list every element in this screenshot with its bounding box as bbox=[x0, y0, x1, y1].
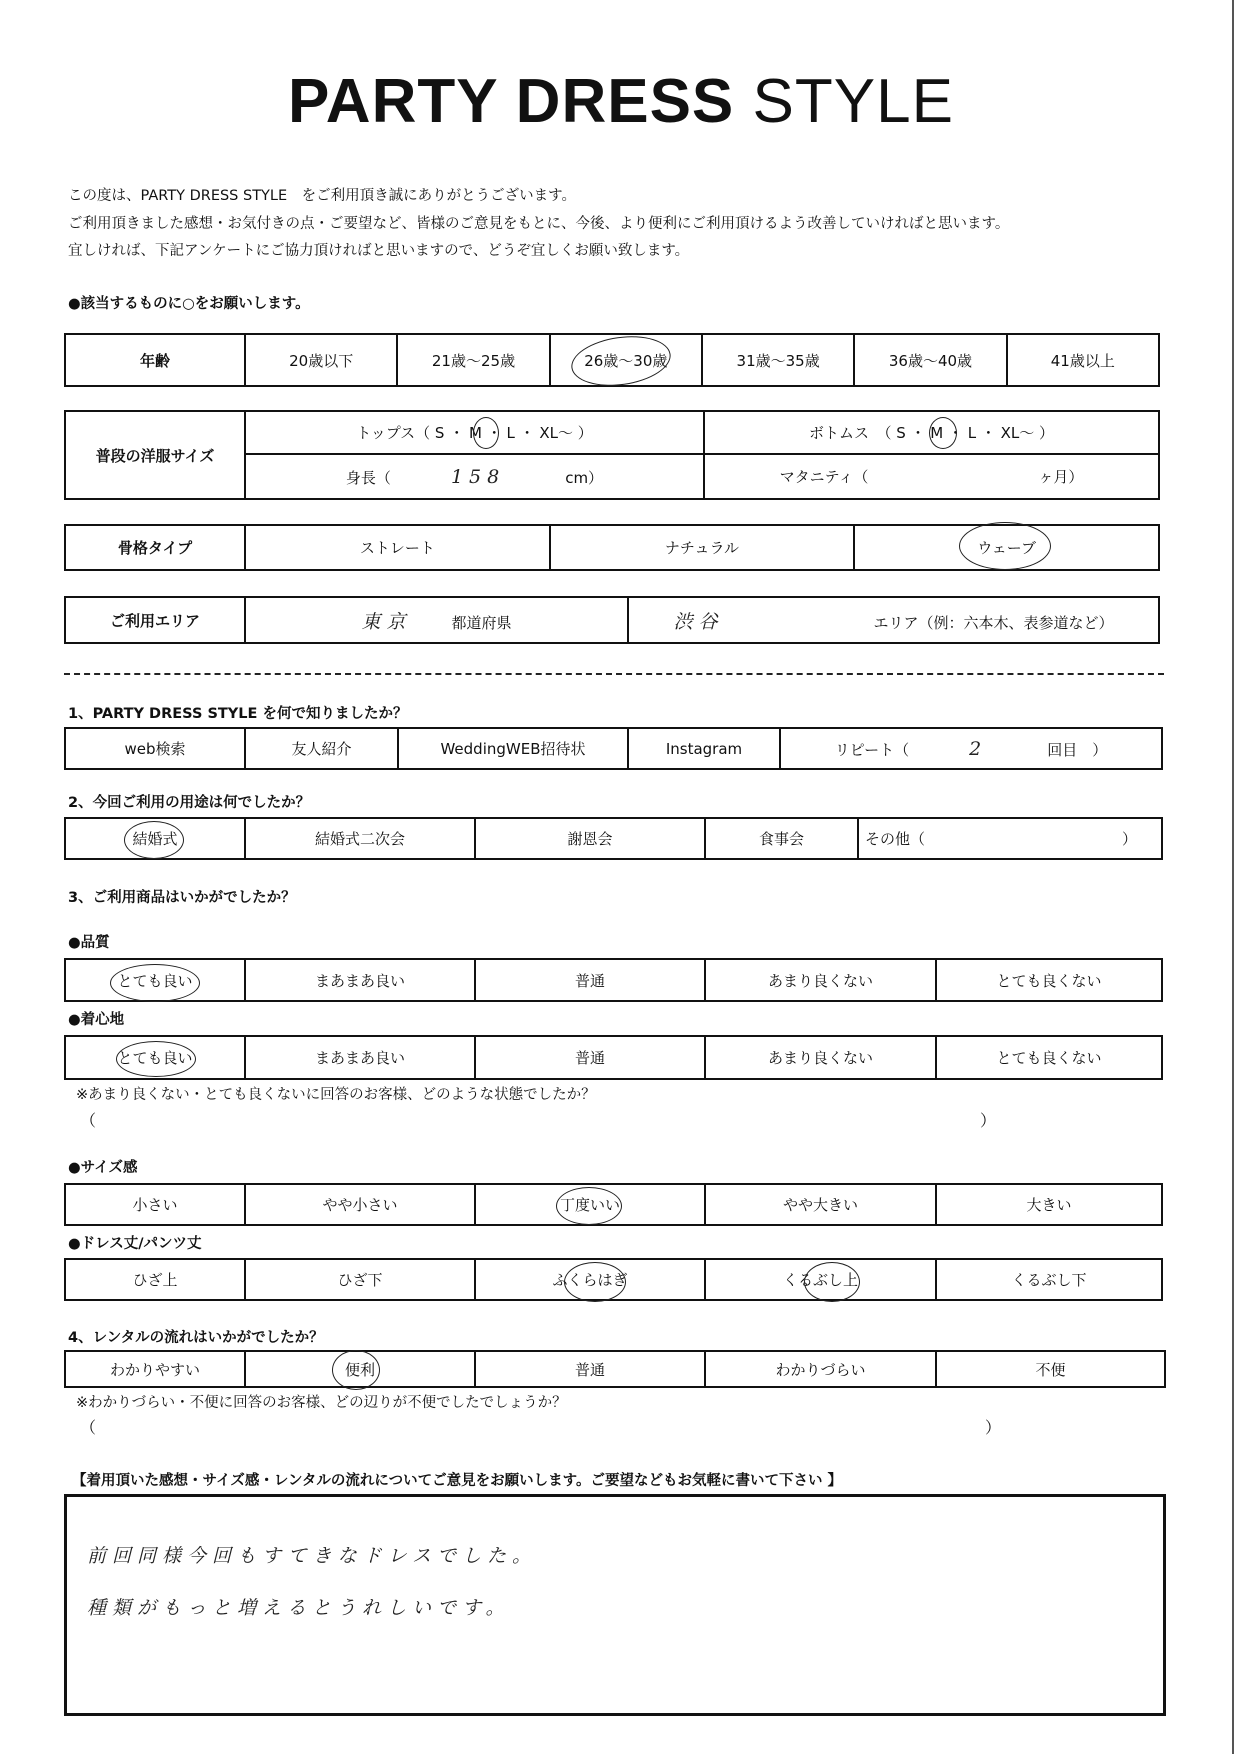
repeat-label: リピート（ bbox=[834, 740, 910, 759]
q4-question: 4、レンタルの流れはいかがでしたか？ bbox=[68, 1330, 324, 1346]
comfort-option[interactable]: あまり良くない bbox=[705, 1036, 936, 1079]
q4-option-label: 便利 bbox=[344, 1360, 375, 1379]
comfort-option[interactable]: とても良くない bbox=[936, 1036, 1162, 1079]
q2-table bbox=[64, 817, 1163, 860]
age-option[interactable]: 36歳～40歳 bbox=[854, 334, 1006, 386]
size-label: 普段の洋服サイズ bbox=[65, 411, 245, 499]
q1-option[interactable]: web検索 bbox=[65, 728, 245, 769]
height-unit: cm） bbox=[565, 468, 604, 487]
body-type-label: 骨格タイプ bbox=[65, 525, 245, 570]
feedback-header: 【着用頂いた感想・サイズ感・レンタルの流れについてご意見をお願いします。ご要望などもお気軽に書いて下さい 】 bbox=[72, 1473, 842, 1489]
body-type-table bbox=[64, 524, 1160, 571]
age-option[interactable]: 20歳以下 bbox=[245, 334, 397, 386]
feedback-line: 種類がもっと増えるとうれしいです。 bbox=[87, 1597, 511, 1619]
q3-question: 3、ご利用商品はいかがでしたか？ bbox=[68, 890, 296, 906]
q2-other[interactable] bbox=[858, 818, 1162, 859]
area-value: 渋谷 bbox=[673, 610, 724, 633]
paren-close: ） bbox=[980, 1111, 997, 1130]
q1-option[interactable]: 友人紹介 bbox=[245, 728, 398, 769]
q4-option[interactable]: わかりやすい bbox=[65, 1351, 245, 1387]
maternity-label: マタニティ（ bbox=[779, 468, 869, 487]
age-option[interactable]: 41歳以上 bbox=[1007, 334, 1159, 386]
length-option-selected[interactable] bbox=[705, 1259, 936, 1300]
body-type-option-selected[interactable] bbox=[854, 525, 1159, 570]
fit-option[interactable]: 小さい bbox=[65, 1184, 245, 1225]
length-table bbox=[64, 1258, 1163, 1301]
q1-table bbox=[64, 727, 1163, 770]
body-type-option[interactable]: ストレート bbox=[245, 525, 550, 570]
length-option[interactable]: くるぶし下 bbox=[936, 1259, 1162, 1300]
paren-open: （ bbox=[80, 1111, 97, 1130]
fit-option[interactable]: 大きい bbox=[936, 1184, 1162, 1225]
tops-size[interactable] bbox=[245, 411, 704, 454]
q1-option[interactable]: Instagram bbox=[628, 728, 780, 769]
q4-note: ※わかりづらい・不便に回答のお客様、どの辺りが不便でしたでしょうか？ bbox=[76, 1395, 567, 1411]
q1-question: 1、PARTY DRESS STYLE を何で知りましたか？ bbox=[68, 706, 408, 722]
repeat-value: 2 bbox=[969, 737, 988, 760]
selection-circle bbox=[959, 522, 1051, 570]
selection-circle bbox=[568, 330, 674, 391]
quality-option[interactable]: 普通 bbox=[475, 959, 705, 1001]
area-table bbox=[64, 596, 1160, 644]
length-label: ●ドレス丈/パンツ丈 bbox=[68, 1236, 202, 1252]
quality-option-selected[interactable] bbox=[65, 959, 245, 1001]
maternity-field[interactable] bbox=[704, 454, 1159, 499]
repeat-unit: 回目 ） bbox=[1047, 740, 1108, 759]
selection-circle bbox=[804, 1262, 860, 1302]
comfort-option[interactable]: 普通 bbox=[475, 1036, 705, 1079]
q2-option[interactable]: 食事会 bbox=[705, 818, 858, 859]
q4-table bbox=[64, 1350, 1166, 1388]
prefecture-value: 東京 bbox=[361, 610, 412, 633]
other-label: その他（ bbox=[865, 830, 926, 848]
fit-option[interactable]: やや小さい bbox=[245, 1184, 475, 1225]
selection-circle bbox=[110, 964, 200, 1002]
age-option-selected[interactable] bbox=[550, 334, 702, 386]
age-label: 年齢 bbox=[65, 334, 245, 386]
title-bold: PARTY DRESS bbox=[288, 67, 735, 136]
age-option[interactable]: 31歳～35歳 bbox=[702, 334, 854, 386]
q2-option-selected[interactable] bbox=[65, 818, 245, 859]
age-option-label: 26歳～30歳 bbox=[584, 351, 668, 370]
length-option-selected[interactable] bbox=[475, 1259, 705, 1300]
q1-option[interactable]: WeddingWEB招待状 bbox=[398, 728, 628, 769]
bottoms-size[interactable] bbox=[704, 411, 1159, 454]
page-title bbox=[0, 66, 1242, 137]
prefecture-label: 都道府県 bbox=[451, 613, 512, 632]
q4-option[interactable]: 不便 bbox=[936, 1351, 1165, 1387]
area-field[interactable] bbox=[628, 597, 1159, 643]
area-label: ご利用エリア bbox=[65, 597, 245, 643]
q2-question: 2、今回ご利用の用途は何でしたか？ bbox=[68, 795, 311, 811]
size-table bbox=[64, 410, 1160, 500]
length-option[interactable]: ひざ上 bbox=[65, 1259, 245, 1300]
quality-option-label: とても良い bbox=[117, 971, 193, 990]
comfort-table bbox=[64, 1035, 1163, 1080]
fit-option-selected[interactable] bbox=[475, 1184, 705, 1225]
paren-close: ） bbox=[985, 1418, 1002, 1437]
length-option-label: ふくらはぎ bbox=[552, 1271, 628, 1289]
fit-option-label: 丁度いい bbox=[559, 1196, 620, 1214]
tops-size-text: トップス（ S ・ M ・ L ・ XL～ ） bbox=[356, 424, 593, 443]
height-field[interactable] bbox=[245, 454, 704, 499]
q4-option-selected[interactable] bbox=[245, 1351, 475, 1387]
selection-circle bbox=[332, 1350, 380, 1390]
age-table bbox=[64, 333, 1160, 387]
selection-circle bbox=[556, 1187, 622, 1225]
comfort-note: ※あまり良くない・とても良くないに回答のお客様、どのような状態でしたか？ bbox=[76, 1087, 596, 1103]
bottoms-size-text: ボトムス （ S ・ M ・ L ・ XL～ ） bbox=[808, 424, 1055, 443]
intro-line: ご利用頂きました感想・お気付きの点・ご要望など、皆様のご意見をもとに、今後、より便利にご利用頂けるよう改善していければと思います。 bbox=[68, 216, 1010, 232]
quality-label: ●品質 bbox=[68, 935, 110, 951]
maternity-unit: ヶ月） bbox=[1038, 468, 1084, 487]
scan-edge bbox=[1232, 0, 1234, 1754]
intro-line: 宜しければ、下記アンケートにご協力頂ければと思いますので、どうぞ宜しくお願い致します。 bbox=[68, 243, 690, 259]
fit-label: ●サイズ感 bbox=[68, 1160, 138, 1176]
body-type-option[interactable]: ナチュラル bbox=[550, 525, 855, 570]
q1-repeat[interactable] bbox=[780, 728, 1162, 769]
selection-circle bbox=[124, 821, 184, 859]
body-type-option-label: ウェーブ bbox=[977, 539, 1036, 557]
prefecture-field[interactable] bbox=[245, 597, 628, 643]
q4-option[interactable]: わかりづらい bbox=[705, 1351, 936, 1387]
age-option[interactable]: 21歳～25歳 bbox=[397, 334, 549, 386]
q2-option[interactable]: 結婚式二次会 bbox=[245, 818, 475, 859]
height-value: 158 bbox=[450, 465, 506, 488]
length-option-label: くるぶし上 bbox=[782, 1271, 858, 1289]
quality-table bbox=[64, 958, 1163, 1002]
q4-option[interactable]: 普通 bbox=[475, 1351, 705, 1387]
q2-option[interactable]: 謝恩会 bbox=[475, 818, 705, 859]
selection-circle bbox=[564, 1262, 626, 1302]
length-option[interactable]: ひざ下 bbox=[245, 1259, 475, 1300]
feedback-line: 前回同様今回もすてきなドレスでした。 bbox=[87, 1545, 538, 1567]
quality-option[interactable]: とても良くない bbox=[936, 959, 1162, 1001]
intro-line: この度は、PARTY DRESS STYLE をご利用頂き誠にありがとうございます。 bbox=[68, 188, 576, 204]
selection-circle bbox=[116, 1041, 196, 1077]
fit-table bbox=[64, 1183, 1163, 1226]
quality-option[interactable]: まあまあ良い bbox=[245, 959, 475, 1001]
height-label: 身長（ bbox=[345, 468, 391, 487]
fit-option[interactable]: やや大きい bbox=[705, 1184, 936, 1225]
other-close: ） bbox=[1121, 830, 1137, 848]
instruction: ●該当するものに○をお願いします。 bbox=[68, 296, 310, 312]
divider bbox=[64, 673, 1164, 675]
title-light: STYLE bbox=[752, 67, 954, 136]
selection-circle bbox=[473, 417, 499, 449]
paren-open: （ bbox=[80, 1418, 97, 1437]
comfort-label: ●着心地 bbox=[68, 1012, 125, 1028]
feedback-box[interactable] bbox=[64, 1494, 1166, 1716]
q2-option-label: 結婚式 bbox=[132, 830, 178, 848]
comfort-option-selected[interactable] bbox=[65, 1036, 245, 1079]
quality-option[interactable]: あまり良くない bbox=[705, 959, 936, 1001]
comfort-option[interactable]: まあまあ良い bbox=[245, 1036, 475, 1079]
comfort-option-label: とても良い bbox=[117, 1049, 193, 1067]
selection-circle bbox=[929, 417, 957, 449]
area-example-label: エリア（例：六本木、表参道など） bbox=[873, 613, 1114, 632]
